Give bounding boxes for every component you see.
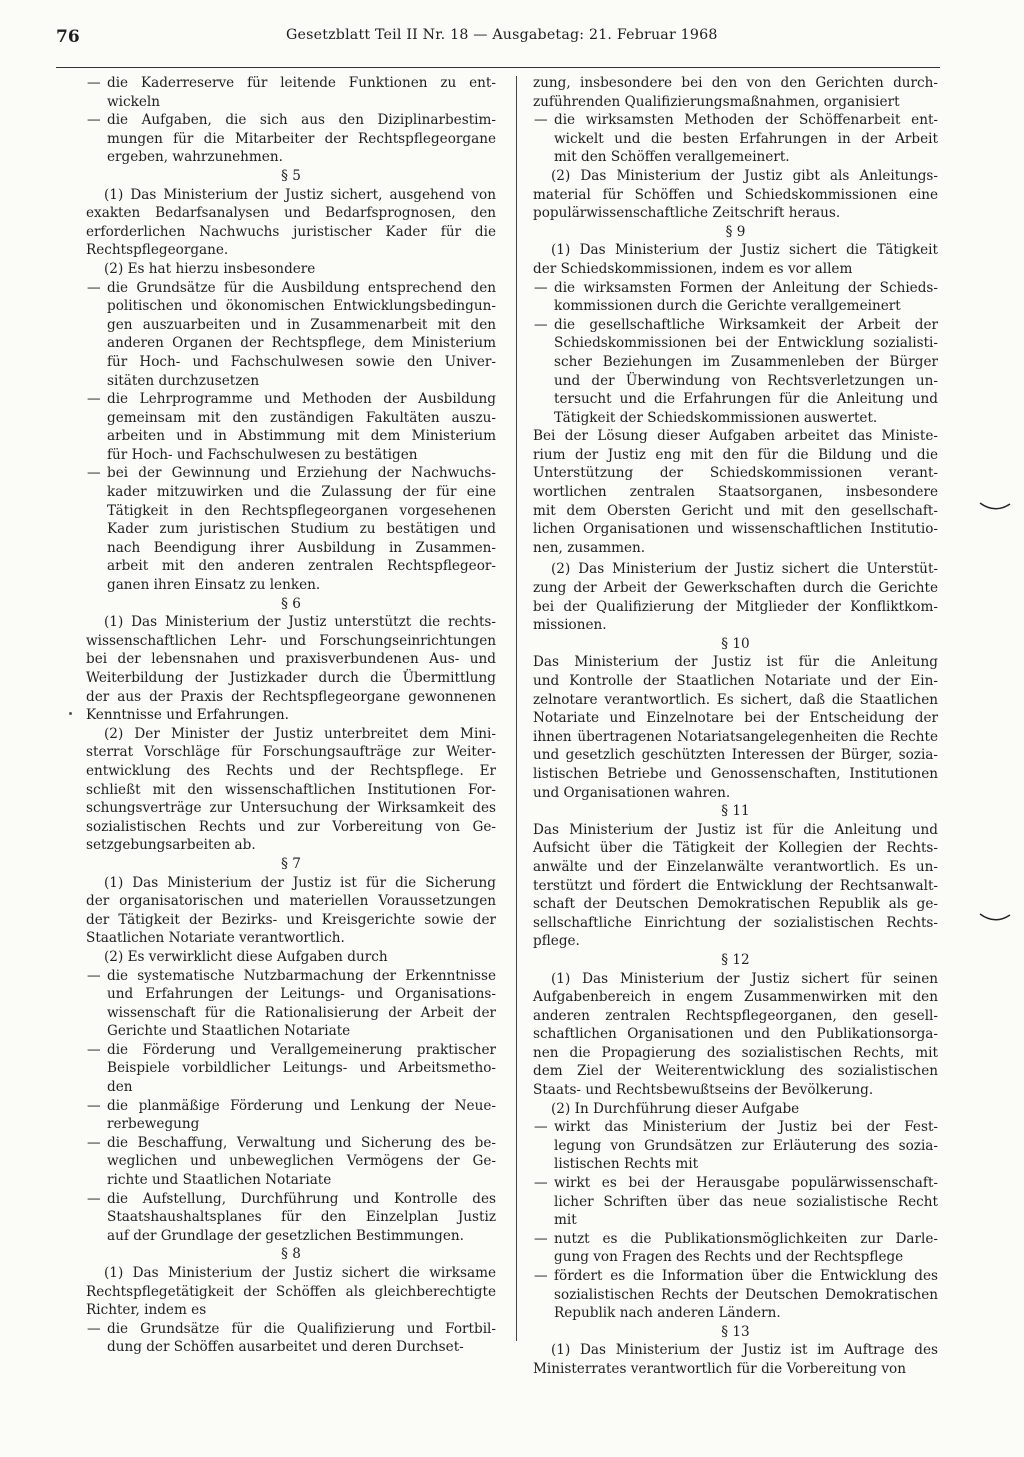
bullet-dash: — [87,1041,101,1058]
bullet-dash: — [87,75,101,91]
text-line: für Hoch- und Fachschulwesen sowie den Univer- [107,353,496,370]
text-line: Ministerrates verantwortlich für die Vorbereitung von [533,1360,906,1377]
text-line: populärwissenschaftliche Zeitschrift heraus. [533,205,841,222]
text-line: und Organisationen wahren. [533,784,731,801]
margin-dot [69,712,72,715]
text-line: dung der Schöffen ausarbeitet und deren Durchset- [107,1339,464,1356]
text-line: Weiterbildung der Justizkader durch die Übermittlung [86,670,496,686]
paragraph [533,560,938,634]
text-line: (2) Es verwirklicht diese Aufgaben durch [104,948,388,965]
text-line: zelnotare verantwortlich. Es sichert, daß die Staatlichen [533,691,938,708]
text-line: nen die Propagierung des sozialistischen Rechts, mit [533,1044,938,1061]
text-line: politischen und ökonomischen Entwicklungsbedingun- [107,298,496,315]
list-item [86,464,496,594]
text-line: Staats- und Rechtsbewußtseins der Bevölkerung. [533,1082,874,1099]
text-line: Aufsicht über die Tätigkeit der Kollegien der Rechts- [533,840,938,857]
text-line: Gerichte und Staatlichen Notariate [107,1023,351,1040]
text-line: mit [554,1212,577,1229]
text-line: wortlichen zentralen Staatsorganen, insbesondere [533,484,938,501]
section-heading: § 11 [721,803,750,820]
text-line: die Lehrprogramme und Methoden der Ausbildung [107,391,496,408]
text-line: mit dem Obersten Gericht und mit den gesellschaft- [533,502,938,519]
paragraph [86,725,496,855]
paragraph [533,970,938,1100]
text-line: schließt mit den wissenschaftlichen Institutionen For- [86,781,496,798]
text-line: Unterstützung der Schiedskommissionen verant- [533,465,938,482]
text-line: bei der Qualifizierung der Mitglieder der Konfliktkom- [533,598,938,615]
bullet-dash: — [87,112,101,129]
list-item [533,1267,938,1323]
text-line: Richter, indem es [86,1302,207,1319]
text-line: (2) Das Ministerium der Justiz gibt als Anleitungs- [551,167,938,184]
text-line: zuführenden Qualifizierungsmaßnahmen, organisiert [533,93,900,110]
text-line: exakten Bedarfsanalysen und Bedarfsprognosen, den [86,205,496,222]
bullet-dash: — [87,1134,101,1151]
left-column [86,74,496,1357]
paragraph [533,427,938,557]
paragraph [86,948,496,967]
text-line: die Grundsätze für die Ausbildung entsprechend den [107,279,496,296]
list-item [533,111,938,167]
text-line: anwälte und der Einzelanwälte verantwortlich. Es un- [533,858,938,875]
text-line: sterrat Vorschläge für Forschungsaufträge zur Weiter- [86,744,496,761]
text-line: Rechtspflegeorgane. [86,242,229,259]
paragraph [86,1264,496,1320]
right-column [533,74,938,1379]
text-line: bei der Gewinnung und Erziehung der Nachwuchs- [107,465,496,482]
page-header [56,27,940,68]
section-heading: § 9 [725,223,746,240]
text-line: die planmäßige Förderung und Lenkung der Neue- [107,1097,496,1114]
text-line: wirkt es bei der Herausgabe populärwissenschaft- [554,1175,938,1192]
section-heading: § 7 [281,855,301,872]
margin-mark [978,911,1012,925]
text-line: wissenschaft für die Rationalisierung der Arbeit der [107,1004,496,1021]
running-head: Gesetzblatt Teil II Nr. 18 — Ausgabetag: 21. Februar 1968 [286,27,718,43]
text-line: Kenntnisse und Erfahrungen. [86,707,289,724]
text-line: ihnen übertragenen Notariatsangelegenheiten die Rechte [533,728,938,745]
text-line: Das Ministerium der Justiz ist für die Anleitung und [533,821,938,838]
text-line: zung der Arbeit der Gewerkschaften durch die Gerichte [533,580,938,597]
list-item [86,1320,496,1357]
text-line: rium der Justiz eng mit den für die Bildung und die [533,446,938,463]
bullet-dash: — [87,1097,101,1114]
bullet-dash: — [534,1230,548,1247]
margin-mark [978,500,1012,514]
section-heading: § 12 [721,951,750,968]
text-line: der Schiedskommissionen, indem es vor allem [533,260,853,277]
text-line: die Aufstellung, Durchführung und Kontrolle des [107,1190,496,1207]
text-line: Bei der Lösung dieser Aufgaben arbeitet das Ministe- [533,428,938,445]
text-line: der Tätigkeit der Bezirks- und Kreisgerichte sowie der [86,911,496,928]
text-line: und Erfahrungen der Leitungs- und Organisations- [107,986,496,1003]
text-line: die Grundsätze für die Qualifizierung und Fortbil- [107,1320,496,1337]
text-line: (1) Das Ministerium der Justiz sichert die wirksame [104,1265,496,1281]
text-line: die Kaderreserve für leitende Funktionen zu ent- [107,75,496,91]
text-line: anderen Organen der Rechtspflege, dem Ministerium [107,335,496,352]
text-line: pflege. [533,933,580,950]
text-line: kader mitzuwirken und die Zulassung der für eine [107,484,496,501]
page-number: 76 [56,27,80,47]
text-line: gemeinsam mit den zuständigen Fakultäten auszu- [107,409,496,426]
bullet-dash: — [87,279,101,296]
text-line: setzgebungsarbeiten ab. [86,837,256,854]
paragraph [86,260,496,279]
text-line: sozialistischen Rechts der Deutschen Demokratischen [554,1286,938,1303]
text-line: arbeit mit den anderen zentralen Rechtspflegeor- [107,558,496,575]
list-item [86,1190,496,1246]
text-line: die Aufgaben, die sich aus den Diziplinarbestim- [107,112,496,129]
section-heading: § 13 [721,1323,750,1340]
list-item [86,74,496,111]
section-heading: § 8 [281,1246,301,1263]
text-line: scher Beziehungen im Zusammenleben der Bürger [554,353,938,370]
text-line: licher Schriften über das neue sozialistische Recht [554,1193,938,1210]
text-line: sitäten durchzusetzen [107,372,260,389]
text-line: die systematische Nutzbarmachung der Erkenntnisse [107,967,496,984]
text-line: listischen Betriebe und Genossenschaften, Institutionen [533,765,938,782]
text-line: erforderlichen Nachwuchs juristischer Kader für die [86,223,496,240]
text-line: nach Beendigung ihrer Ausbildung in Zusammen- [107,539,496,556]
text-line: missionen. [533,617,607,634]
text-line: Schiedskommissionen bei der Entwicklung sozialisti- [554,335,938,352]
text-line: (1) Das Ministerium der Justiz sichert die Tätigkeit [551,242,938,259]
text-line: zung, insbesondere bei den von den Gerichten durch- [533,75,938,91]
list-item [86,1134,496,1190]
text-line: Staatlichen Notariate verantwortlich. [86,930,345,947]
text-line: mit den Schöffen verallgemeinert. [554,149,790,166]
text-line: ganen ihren Einsatz zu lenken. [107,577,321,594]
bullet-dash: — [87,1190,101,1207]
text-line: legung von Grundsätzen zur Erläuterung des sozia- [554,1137,938,1154]
text-line: dem Ziel der Weiterentwicklung des sozialistischen [533,1063,938,1080]
bullet-dash: — [534,1119,548,1136]
section-heading: § 10 [721,635,750,652]
text-line: wirkt das Ministerium der Justiz bei der Fest- [554,1119,938,1136]
text-line: nen, zusammen. [533,539,646,556]
list-item [86,390,496,464]
text-line: rerbewegung [107,1116,200,1133]
text-line: schungsverträge zur Untersuchung der Wirksamkeit des [86,800,496,817]
text-line: sellschaftliche Einrichtung der sozialistischen Rechts- [533,914,938,931]
paragraph [533,1341,938,1378]
text-line: (1) Das Ministerium der Justiz ist im Auftrage des [551,1342,938,1359]
text-line: Beispiele vorbildlicher Leitungs- und Arbeitsmetho- [107,1060,496,1077]
list-item [86,111,496,167]
bullet-dash: — [534,316,548,333]
text-line: bei der lebensnahen und praxisverbundenen Aus- und [86,651,496,668]
text-line: nutzt es die Publikationsmöglichkeiten zur Darle- [554,1230,938,1247]
text-line: anderen zentralen Rechtspflegeorganen, den gesell- [533,1007,938,1024]
text-line: Republik nach anderen Ländern. [554,1305,781,1322]
text-line: (1) Das Ministerium der Justiz sichert für seinen [551,970,938,987]
text-line: die wirksamsten Formen der Anleitung der Schieds- [554,279,938,296]
list-item [86,967,496,1041]
text-line: (2) Es hat hierzu insbesondere [104,260,316,277]
list-item [86,1097,496,1134]
text-line: ergeben, wahrzunehmen. [107,149,283,166]
text-line: Notariate und Einzelnotare bei der Entscheidung der [533,710,938,727]
text-line: Das Ministerium der Justiz ist für die Anleitung [533,654,938,671]
text-line: richte und Staatlichen Notariate [107,1172,332,1189]
text-line: für Hoch- und Fachschulwesen zu bestätigen [107,446,418,463]
text-line: der aus der Praxis der Rechtspflegeorgane gewonnenen [86,688,496,705]
bullet-dash: — [87,465,101,482]
text-line: den [107,1079,133,1096]
text-line: die wirksamsten Methoden der Schöffenarbeit ent- [554,112,938,129]
bullet-dash: — [534,1175,548,1192]
bullet-dash: — [534,1268,548,1284]
bullet-dash: — [87,391,101,408]
paragraph [86,874,496,948]
paragraph [86,613,496,725]
bullet-dash: — [87,1320,101,1337]
text-line: gen auszuarbeiten und in Zusammenarbeit mit den [107,316,496,333]
text-line: und der Überwindung von Rechtsverletzungen un- [554,372,938,389]
bullet-dash: — [534,112,548,129]
text-line: listischen Rechts mit [554,1156,699,1173]
text-line: arbeiten und in Abstimmung mit dem Ministerium [107,428,496,445]
text-line: (2) Der Minister der Justiz unterbreitet dem Mini- [104,725,496,742]
bullet-dash: — [87,967,101,984]
list-item [86,279,496,391]
text-line: wissenschaftlichen Lehr- und Forschungseinrichtungen [86,632,496,649]
text-line: auf der Grundlage der gesetzlichen Bestimmungen. [107,1227,464,1244]
text-line: wickelt und die besten Erfahrungen in der Arbeit [554,130,938,147]
text-line: weglichen und unbeweglichen Vermögens der Ge- [107,1153,496,1170]
text-line: die Förderung und Verallgemeinerung praktischer [107,1041,496,1058]
text-line: lichen Organisationen und wissenschaftlichen Institutio- [533,521,938,538]
text-line: mungen für die Mitarbeiter der Rechtspflegeorgane [107,130,496,147]
paragraph [86,186,496,260]
column-divider [516,76,517,1341]
text-line: (1) Das Ministerium der Justiz unterstützt die rechts- [104,614,496,631]
text-line: fördert es die Information über die Entwicklung des [554,1268,938,1284]
paragraph [533,653,938,802]
text-line: wickeln [107,93,160,110]
text-line: Tätigkeit der Schiedskommissionen auswertet. [554,409,878,426]
text-line: tersucht und die Erfahrungen für die Anleitung und [554,391,938,408]
text-line: und Kontrolle der Staatlichen Notariate und der Ein- [533,673,938,689]
text-line: Aufgabenbereich in engem Zusammenwirken mit den [533,989,938,1006]
text-line: (2) Das Ministerium der Justiz sichert die Unterstüt- [551,561,938,578]
text-line: entwicklung des Rechts und der Rechtspflege. Er [86,762,496,779]
text-line: Staatshaushaltsplanes für den Einzelplan Justiz [107,1209,496,1226]
text-line: Tätigkeit in den Rechtspflegeorganen vorgesehenen [107,502,496,519]
text-line: die gesellschaftliche Wirksamkeit der Arbeit der [554,316,938,333]
text-line: material für Schöffen und Schiedskommissionen eine [533,186,938,203]
text-line: gung von Fragen des Rechts und der Rechtspflege [554,1249,904,1266]
text-line: Rechtspflegetätigkeit der Schöffen als gleichberechtigte [86,1283,496,1300]
text-line: schaftlichen Organisationen und den Publikationsorga- [533,1026,938,1043]
text-line: (2) In Durchführung dieser Aufgabe [551,1100,800,1117]
list-item [533,1118,938,1174]
list-item [86,1041,496,1097]
paragraph [533,74,938,111]
bullet-dash: — [534,279,548,296]
text-line: sozialistischen Rechts und zur Vorbereitung von Ge- [86,818,496,835]
paragraph [533,821,938,951]
paragraph [533,241,938,278]
section-heading: § 5 [281,167,301,184]
text-line: (1) Das Ministerium der Justiz ist für die Sicherung [104,874,496,891]
text-line: terstützt und fördert die Entwicklung der Rechtsanwalt- [533,877,938,894]
text-line: und gesetzlich geschützten Interessen der Bürger, sozia- [533,747,938,764]
text-line: kommissionen durch die Gerichte verallgemeinert [554,298,901,315]
section-heading: § 6 [281,595,301,612]
paragraph [533,1100,938,1119]
text-line: (1) Das Ministerium der Justiz sichert, ausgehend von [104,186,496,203]
list-item [533,1230,938,1267]
list-item [533,1174,938,1230]
text-line: Kader zum juristischen Studium zu bestätigen und [107,521,496,538]
list-item [533,316,938,428]
text-line: schaft der Deutschen Demokratischen Republik als ge- [533,896,938,913]
paragraph [533,167,938,223]
text-line: die Beschaffung, Verwaltung und Sicherung des be- [107,1134,496,1151]
text-line: der organisatorischen und materiellen Voraussetzungen [86,893,496,910]
list-item [533,279,938,316]
